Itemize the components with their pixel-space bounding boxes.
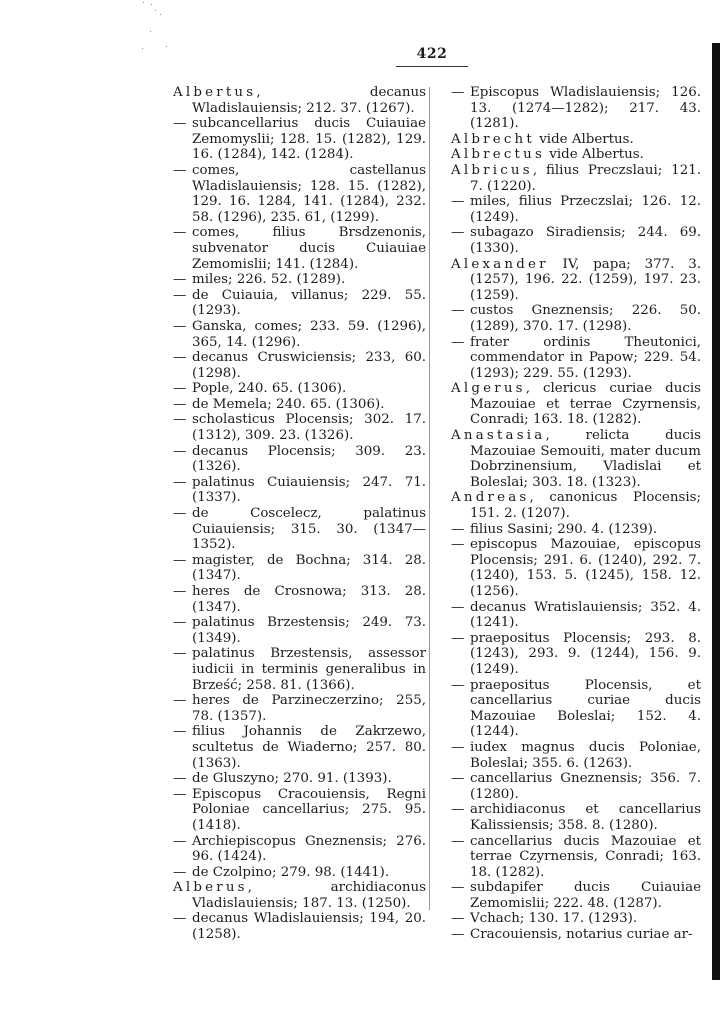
subentry-dash: — <box>451 911 465 927</box>
entry-text: Ganska, comes; 233. 59. (1296), 365, 14. (1296). <box>192 318 426 350</box>
index-subentry <box>173 397 426 413</box>
subentry-dash: — <box>173 615 187 631</box>
column-divider <box>429 87 430 910</box>
subentry-dash: — <box>173 693 187 709</box>
entry-text: Episcopus Wladislauiensis; 126. 13. (1274—1282); 217. 43. (1281). <box>470 85 701 132</box>
entry-text: subagazo Siradiensis; 244. 69. (1330). <box>470 225 701 256</box>
entry-text: palatinus Cuiauiensis; 247. 71. (1337). <box>192 474 426 506</box>
entry-text: decanus Plocensis; 309. 23. (1326). <box>192 443 426 475</box>
index-subentry <box>173 834 426 865</box>
subentry-dash: — <box>451 537 465 553</box>
entry-text: miles, filius Przeczslai; 126. 12. (1249). <box>470 194 701 225</box>
index-entry <box>451 428 701 490</box>
subentry-dash: — <box>451 630 465 646</box>
entry-text: palatinus Brzestensis; 249. 73. (1349). <box>192 615 426 646</box>
index-subentry <box>451 522 701 538</box>
entry-text: comes, filius Brsdzenonis, subvenator ducis Cuiauiae Zemomislii; 141. (1284). <box>192 225 426 272</box>
subentry-dash: — <box>173 318 187 334</box>
index-subentry <box>173 272 426 288</box>
subentry-dash: — <box>451 194 465 210</box>
index-entry <box>173 85 426 116</box>
entry-text: palatinus Brzestensis, assessor iudicii in terminis generalibus in Brześć; 258. 81. (1366). <box>192 646 426 693</box>
subentry-dash: — <box>173 162 187 178</box>
index-subentry <box>173 116 426 163</box>
index-subentry <box>173 646 426 693</box>
subentry-dash: — <box>173 412 187 428</box>
entry-text: , canonicus Plocensis; 151. 2. (1207). <box>470 490 701 522</box>
page-number: 422 <box>416 46 448 62</box>
subentry-dash: — <box>451 677 465 693</box>
index-subentry <box>451 335 701 382</box>
entry-headword: Alexander <box>451 256 549 272</box>
subentry-dash: — <box>173 911 187 927</box>
entry-text: comes, castellanus Wladislauiensis; 128. 15. (1282), 129. 16. 1284, 141. (1284), 232. 58. (1296), 235. 61, (1299). <box>192 162 426 225</box>
entry-text: vide Albertus. <box>545 147 644 163</box>
index-subentry <box>451 194 701 225</box>
entry-headword: Anastasia <box>451 428 546 444</box>
subentry-dash: — <box>173 506 187 522</box>
index-entry <box>451 381 701 428</box>
index-subentry <box>451 678 701 740</box>
index-entry <box>451 163 701 194</box>
entry-text: de Memela; 240. 65. (1306). <box>192 396 385 412</box>
entry-text: de Cuiauia, villanus; 229. 55. (1293). <box>192 287 426 319</box>
index-subentry <box>173 911 426 942</box>
entry-text: scholasticus Plocensis; 302. 17. (1312), 309. 23. (1326). <box>192 412 426 444</box>
entry-headword: Andreas <box>451 490 530 506</box>
entry-text: praepositus Plocensis, et cancellarius curiae ducis Mazouiae Boleslai; 152. 4. (1244). <box>470 677 701 740</box>
entry-headword: Algerus <box>451 381 526 397</box>
entry-headword: Albertus <box>173 85 257 100</box>
subentry-dash: — <box>173 864 187 880</box>
index-subentry <box>451 537 701 599</box>
index-entry <box>451 147 701 163</box>
subentry-dash: — <box>173 724 187 740</box>
index-subentry <box>451 927 701 943</box>
entry-text: praepositus Plocensis; 293. 8. (1243), 293. 9. (1244), 156. 9. (1249). <box>470 630 701 677</box>
entry-headword: Albricus <box>451 162 533 178</box>
entry-text: , clericus curiae ducis Mazouiae et terrae Czyrnensis, Conradi; 163. 18. (1282). <box>470 381 701 428</box>
subentry-dash: — <box>451 802 465 818</box>
subentry-dash: — <box>451 927 465 943</box>
index-subentry <box>451 631 701 678</box>
index-subentry <box>451 911 701 927</box>
entry-text: miles; 226. 52. (1289). <box>192 272 346 288</box>
entry-text: , archidiaconus Vladislauiensis; 187. 13. (1250). <box>192 880 426 911</box>
subentry-dash: — <box>173 272 187 288</box>
entry-text: frater ordinis Theutonici, commendator in Papow; 229. 54. (1293); 229. 55. (1293). <box>470 334 701 381</box>
index-subentry <box>173 506 426 553</box>
entry-text: cancellarius Gneznensis; 356. 7. (1280). <box>470 771 701 802</box>
entry-text: Pople, 240. 65. (1306). <box>192 381 347 397</box>
entry-text: subdapifer ducis Cuiauiae Zemomislii; 222. 48. (1287). <box>470 880 701 911</box>
index-subentry <box>451 225 701 256</box>
index-subentry <box>173 615 426 646</box>
index-subentry <box>173 225 426 272</box>
index-entry <box>451 132 701 148</box>
entry-text: magister, de Bochna; 314. 28. (1347). <box>192 552 426 584</box>
subentry-dash: — <box>451 334 465 350</box>
entry-text: , decanus Wladislauiensis; 212. 37. (1267). <box>192 85 426 116</box>
entry-text: episcopus Mazouiae, episcopus Plocensis; 291. 6. (1240), 292. 7. (1240), 153. 5. (1245), 158. 12. (1256). <box>470 537 701 599</box>
index-subentry <box>173 288 426 319</box>
index-column-right <box>451 85 701 943</box>
subentry-dash: — <box>173 116 187 132</box>
entry-text: heres de Crosnowa; 313. 28. (1347). <box>192 584 426 615</box>
index-subentry <box>451 740 701 771</box>
index-subentry <box>173 584 426 615</box>
index-subentry <box>451 303 701 334</box>
subentry-dash: — <box>173 646 187 662</box>
subentry-dash: — <box>173 396 187 412</box>
index-subentry <box>173 771 426 787</box>
subentry-dash: — <box>173 225 187 241</box>
entry-text: decanus Wratislauiensis; 352. 4. (1241). <box>470 599 701 631</box>
entry-text: Archiepiscopus Gneznensis; 276. 96. (1424). <box>192 833 426 865</box>
subentry-dash: — <box>173 771 187 787</box>
header-rule <box>396 66 468 67</box>
entry-text: heres de Parzineczerzino; 255, 78. (1357). <box>192 693 426 724</box>
entry-text: filius Sasini; 290. 4. (1239). <box>470 521 658 537</box>
entry-text: Cracouiensis, notarius curiae ar- <box>470 927 693 943</box>
subentry-dash: — <box>451 599 465 615</box>
entry-text: custos Gneznensis; 226. 50. (1289), 370. 17. (1298). <box>470 303 701 334</box>
index-subentry <box>173 444 426 475</box>
entry-text: Episcopus Cracouiensis, Regni Poloniae cancellarius; 275. 95. (1418). <box>192 786 426 833</box>
subentry-dash: — <box>173 287 187 303</box>
entry-text: de Coscelecz, palatinus Cuiauiensis; 315. 30. (1347—1352). <box>192 506 426 553</box>
entry-text: decanus Wladislauiensis; 194, 20. (1258). <box>192 911 426 943</box>
index-subentry <box>173 787 426 834</box>
subentry-dash: — <box>173 381 187 397</box>
index-subentry <box>173 724 426 771</box>
subentry-dash: — <box>173 833 187 849</box>
entry-text: decanus Cruswiciensis; 233, 60. (1298). <box>192 350 426 381</box>
entry-text: archidiaconus et cancellarius Kalissiensis; 358. 8. (1280). <box>470 802 701 833</box>
entry-text: Vchach; 130. 17. (1293). <box>470 911 638 927</box>
index-subentry <box>451 600 701 631</box>
index-subentry <box>173 381 426 397</box>
index-subentry <box>173 412 426 443</box>
index-subentry <box>173 693 426 724</box>
index-subentry <box>173 163 426 225</box>
index-subentry <box>173 475 426 506</box>
index-subentry <box>173 553 426 584</box>
index-entry <box>451 257 701 304</box>
entry-text: , relicta ducis Mazouiae Semouiti, mater ducum Dobrzinensium, Vladislai et Boleslai; 303. 18. (1323). <box>470 428 701 490</box>
entry-text: iudex magnus ducis Poloniae, Boleslai; 355. 6. (1263). <box>470 739 701 771</box>
subentry-dash: — <box>173 552 187 568</box>
index-subentry <box>451 834 701 881</box>
entry-text: vide Albertus. <box>534 131 634 147</box>
index-entry <box>451 490 701 521</box>
subentry-dash: — <box>451 833 465 849</box>
subentry-dash: — <box>173 350 187 366</box>
entry-headword: Alberus <box>173 880 248 896</box>
scan-edge-bar <box>712 43 720 980</box>
subentry-dash: — <box>451 739 465 755</box>
entry-text: cancellarius ducis Mazouiae et terrae Czyrnensis, Conradi; 163. 18. (1282). <box>470 833 701 880</box>
subentry-dash: — <box>451 85 465 100</box>
entry-text: subcancellarius ducis Cuiauiae Zemomyslii; 128. 15. (1282), 129. 16. (1284), 142. (1284). <box>192 116 426 163</box>
index-subentry <box>451 771 701 802</box>
index-subentry <box>173 865 426 881</box>
entry-headword: Albrecht <box>451 131 535 147</box>
index-entry <box>173 880 426 911</box>
subentry-dash: — <box>451 880 465 896</box>
subentry-dash: — <box>451 521 465 537</box>
subentry-dash: — <box>451 225 465 241</box>
index-subentry <box>173 350 426 381</box>
index-subentry <box>451 85 701 132</box>
subentry-dash: — <box>451 771 465 787</box>
entry-headword: Albrectus <box>451 147 546 163</box>
entry-text: de Gluszyno; 270. 91. (1393). <box>192 771 392 787</box>
subentry-dash: — <box>173 474 187 490</box>
entry-text: IV, papa; 377. 3. (1257), 196. 22. (1259), 197. 23. (1259). <box>470 256 701 303</box>
index-subentry <box>451 802 701 833</box>
subentry-dash: — <box>173 786 187 802</box>
subentry-dash: — <box>451 303 465 319</box>
index-column-left <box>173 85 426 943</box>
index-subentry <box>451 880 701 911</box>
entry-text: de Czolpino; 279. 98. (1441). <box>192 864 390 880</box>
entry-text: , filius Preczslaui; 121. 7. (1220). <box>470 162 701 194</box>
index-subentry <box>173 319 426 350</box>
entry-text: filius Johannis de Zakrzewo, scultetus de Wiaderno; 257. 80. (1363). <box>192 724 426 771</box>
subentry-dash: — <box>173 443 187 459</box>
subentry-dash: — <box>173 584 187 599</box>
